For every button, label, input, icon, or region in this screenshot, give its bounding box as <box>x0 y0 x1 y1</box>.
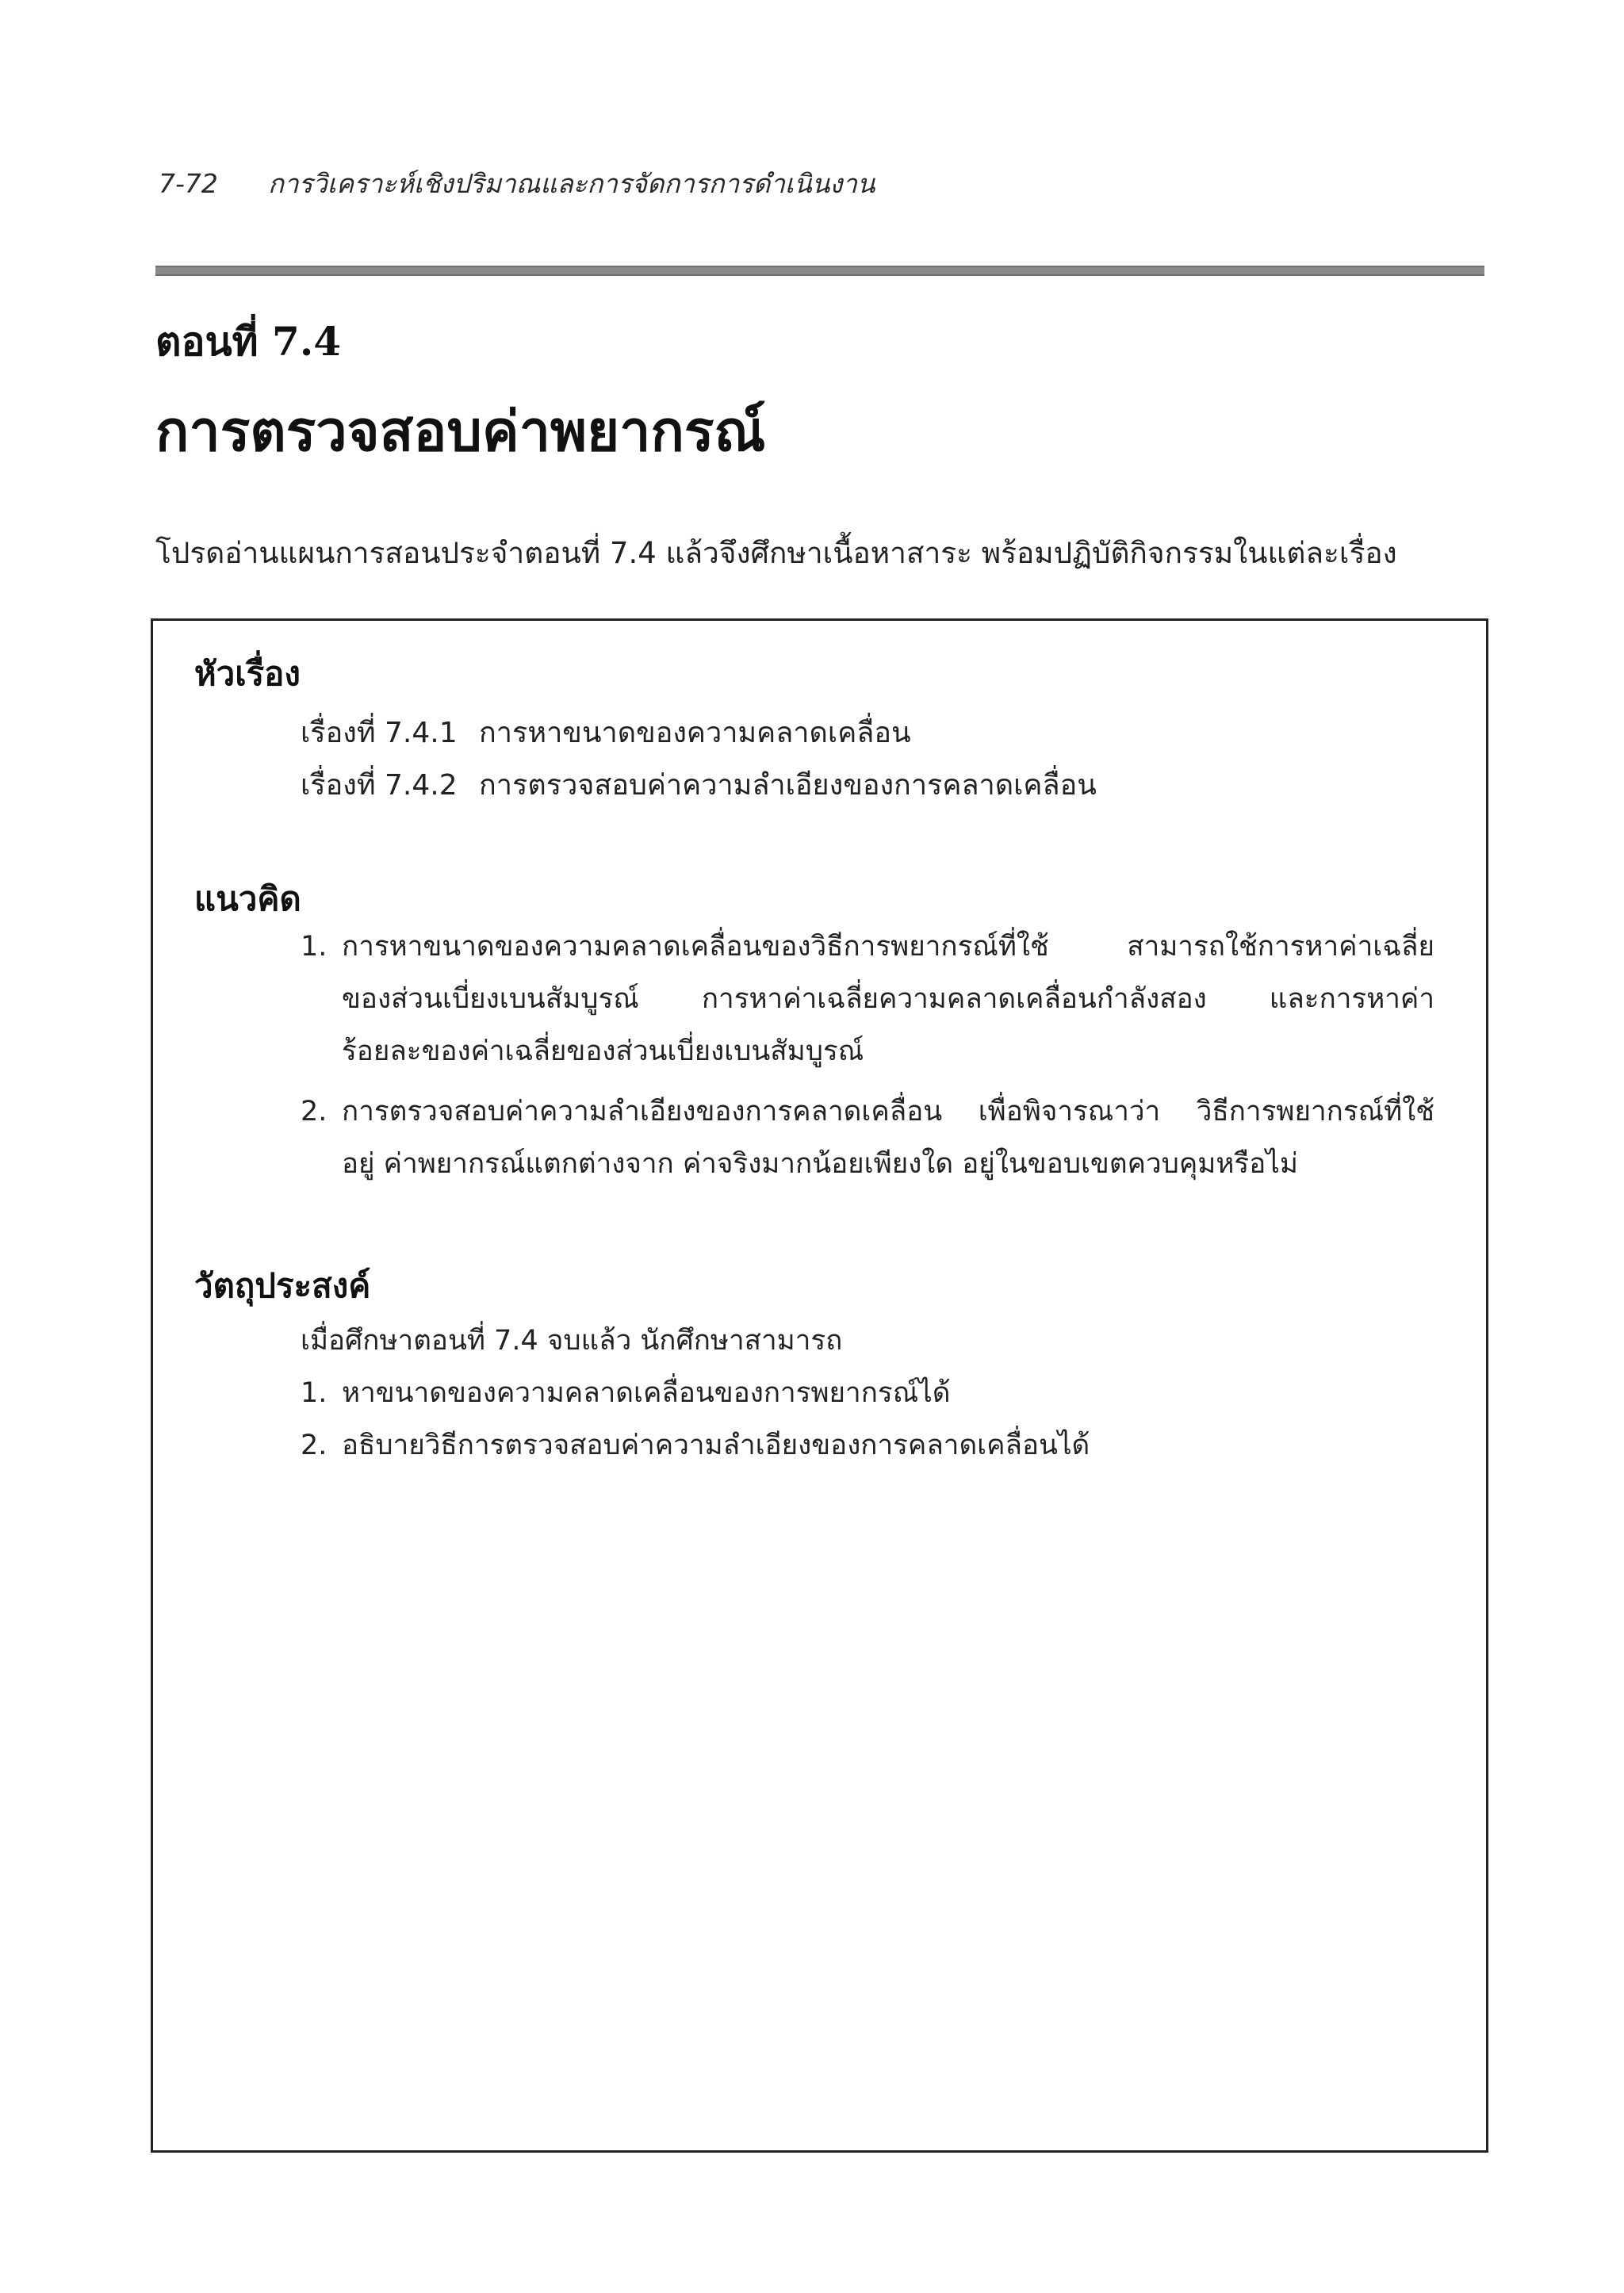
instruction-text: โปรดอ่านแผนการสอนประจำตอนที่ 7.4 แล้วจึงศึกษาเนื้อหาสาระ พร้อมปฏิบัติกิจกรรมในแต่ละเรื่อง <box>155 536 1397 570</box>
objective-text: อธิบายวิธีการตรวจสอบค่าความลำเอียงของการคลาดเคลื่อนได้ <box>342 1430 1090 1461</box>
book-title: การวิเคราะห์เชิงปริมาณและการจัดการการดำเนินงาน <box>268 168 875 199</box>
content-box <box>151 618 1488 2153</box>
concept-line: การตรวจสอบค่าความลำเอียงของการคลาดเคลื่อน เพื่อพิจารณาว่า วิธีการพยากรณ์ที่ใช้ <box>342 1096 1434 1127</box>
header-rule <box>155 266 1484 276</box>
objective-item <box>301 1371 951 1414</box>
objective-number: 2. <box>301 1430 327 1461</box>
concept-number: 2. <box>301 1096 327 1127</box>
concepts-heading: แนวคิด <box>194 879 301 918</box>
topic-text: การหาขนาดของความคลาดเคลื่อน <box>479 717 911 749</box>
topic-number: เรื่องที่ 7.4.2 <box>301 769 458 802</box>
topic-item <box>301 710 911 755</box>
concept-item <box>301 921 1434 1078</box>
objective-number: 1. <box>301 1377 327 1409</box>
concept-line: ของส่วนเบี่ยงเบนสัมบูรณ์ การหาค่าเฉลี่ยความคลาดเคลื่อนกำลังสอง และการหาค่า <box>342 983 1434 1015</box>
concept-item <box>301 1085 1434 1190</box>
concept-line: ร้อยละของค่าเฉลี่ยของส่วนเบี่ยงเบนสัมบูรณ์ <box>342 1035 864 1067</box>
concept-list <box>301 921 1434 1198</box>
concept-number: 1. <box>301 931 327 963</box>
concept-line: อยู่ ค่าพยากรณ์แตกต่างจาก ค่าจริงมากน้อยเพียงใด อยู่ในขอบเขตควบคุมหรือไม่ <box>342 1148 1298 1180</box>
objective-item <box>301 1423 1090 1467</box>
objective-text: หาขนาดของความคลาดเคลื่อนของการพยากรณ์ได้ <box>342 1377 951 1409</box>
page-number: 7-72 <box>159 168 218 199</box>
topic-text: การตรวจสอบค่าความลำเอียงของการคลาดเคลื่อน <box>479 769 1097 802</box>
objectives-heading: วัตถุประสงค์ <box>194 1266 371 1305</box>
topic-item <box>301 762 1097 807</box>
unit-title: การตรวจสอบค่าพยากรณ์ <box>155 398 766 464</box>
topic-number: เรื่องที่ 7.4.1 <box>301 717 458 749</box>
unit-label: ตอนที่ 7.4 <box>155 318 342 365</box>
topics-heading: หัวเรื่อง <box>194 654 301 693</box>
running-header <box>159 163 875 205</box>
concept-line: การหาขนาดของความคลาดเคลื่อนของวิธีการพยากรณ์ที่ใช้ สามารถใช้การหาค่าเฉลี่ย <box>342 931 1434 963</box>
objectives-intro: เมื่อศึกษาตอนที่ 7.4 จบแล้ว นักศึกษาสามารถ <box>301 1325 843 1357</box>
